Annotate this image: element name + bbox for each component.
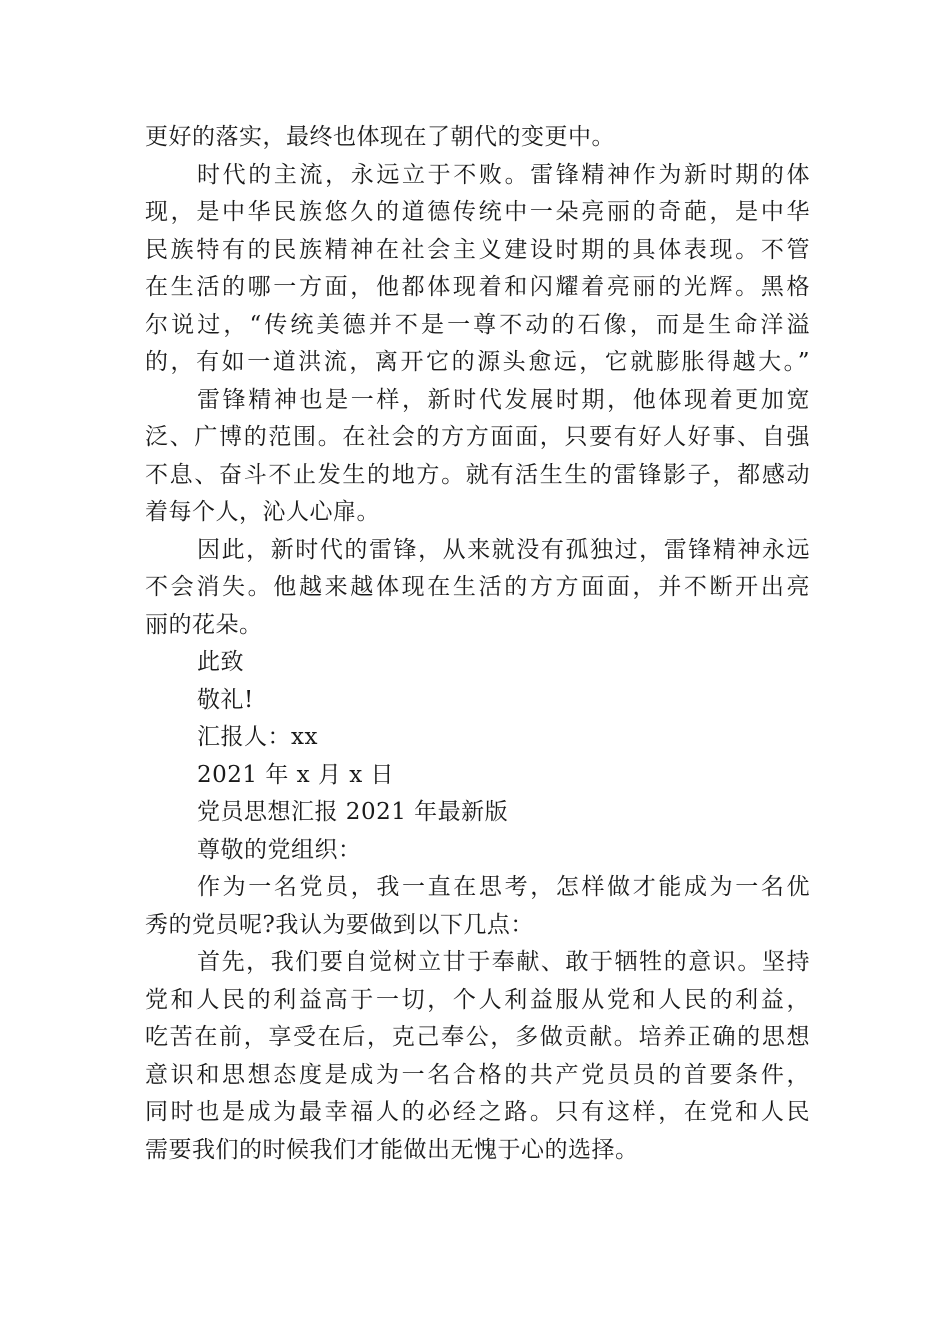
paragraph — [145, 119, 810, 157]
text-line: 更好的落实，最终也体现在了朝代的变更中。 — [145, 124, 615, 150]
text-line: 作为一名党员，我一直在思考，怎样做才能成为一名优 — [197, 874, 810, 900]
closing-salutation: 此致 — [197, 649, 244, 675]
text-line: 吃苦在前，享受在后，克己奉公，多做贡献。培养正确的思想 — [145, 1024, 810, 1050]
report-date: 2021 年 x 月 x 日 — [197, 761, 395, 788]
text-line: 需要我们的时候我们才能做出无愧于心的选择。 — [145, 1136, 639, 1163]
closing-regards: 敬礼! — [197, 686, 254, 713]
text-line: 丽的花朵。 — [145, 611, 263, 638]
text-line: 不会消失。他越来越体现在生活的方方面面，并不断开出亮 — [145, 574, 810, 600]
text-line: 雷锋精神也是一样，新时代发展时期，他体现着更加宽 — [197, 386, 810, 413]
document-body — [145, 119, 810, 1169]
paragraph — [145, 382, 810, 532]
paragraph — [145, 944, 810, 1169]
text-line: 时代的主流，永远立于不败。雷锋精神作为新时期的体 — [197, 161, 810, 188]
paragraph — [145, 157, 810, 382]
text-line: 意识和思想态度是成为一名合格的共产党员员的首要条件， — [145, 1061, 810, 1088]
reporter-name: 汇报人：xx — [197, 724, 318, 750]
text-line: 尔说过，“传统美德并不是一尊不动的石像，而是生命洋溢 — [145, 311, 810, 338]
text-line: 不息、奋斗不止发生的地方。就有活生生的雷锋影子，都感动 — [145, 461, 810, 488]
paragraph — [145, 869, 810, 944]
text-line: 在生活的哪一方面，他都体现着和闪耀着亮丽的光辉。黑格 — [145, 274, 810, 300]
greeting: 尊敬的党组织： — [197, 836, 362, 863]
text-line: 民族特有的民族精神在社会主义建设时期的具体表现。不管 — [145, 236, 810, 263]
text-line: 现，是中华民族悠久的道德传统中一朵亮丽的奇葩，是中华 — [145, 199, 810, 225]
text-line: 着每个人，沁人心扉。 — [145, 499, 380, 525]
text-line: 同时也是成为最幸福人的必经之路。只有这样，在党和人民 — [145, 1099, 810, 1125]
text-line: 党和人民的利益高于一切，个人利益服从党和人民的利益， — [145, 986, 810, 1013]
text-line: 秀的党员呢?我认为要做到以下几点： — [145, 911, 534, 938]
paragraph — [145, 532, 810, 645]
text-line: 泛、广博的范围。在社会的方方面面，只要有好人好事、自强 — [145, 424, 810, 450]
text-line: 首先，我们要自觉树立甘于奉献、敢于牺牲的意识。坚持 — [197, 949, 810, 975]
text-line: 因此，新时代的雷锋，从来就没有孤独过，雷锋精神永远 — [197, 536, 810, 563]
text-line: 的，有如一道洪流，离开它的源头愈远，它就膨胀得越大。” — [145, 349, 810, 375]
section-title: 党员思想汇报 2021 年最新版 — [197, 799, 509, 825]
